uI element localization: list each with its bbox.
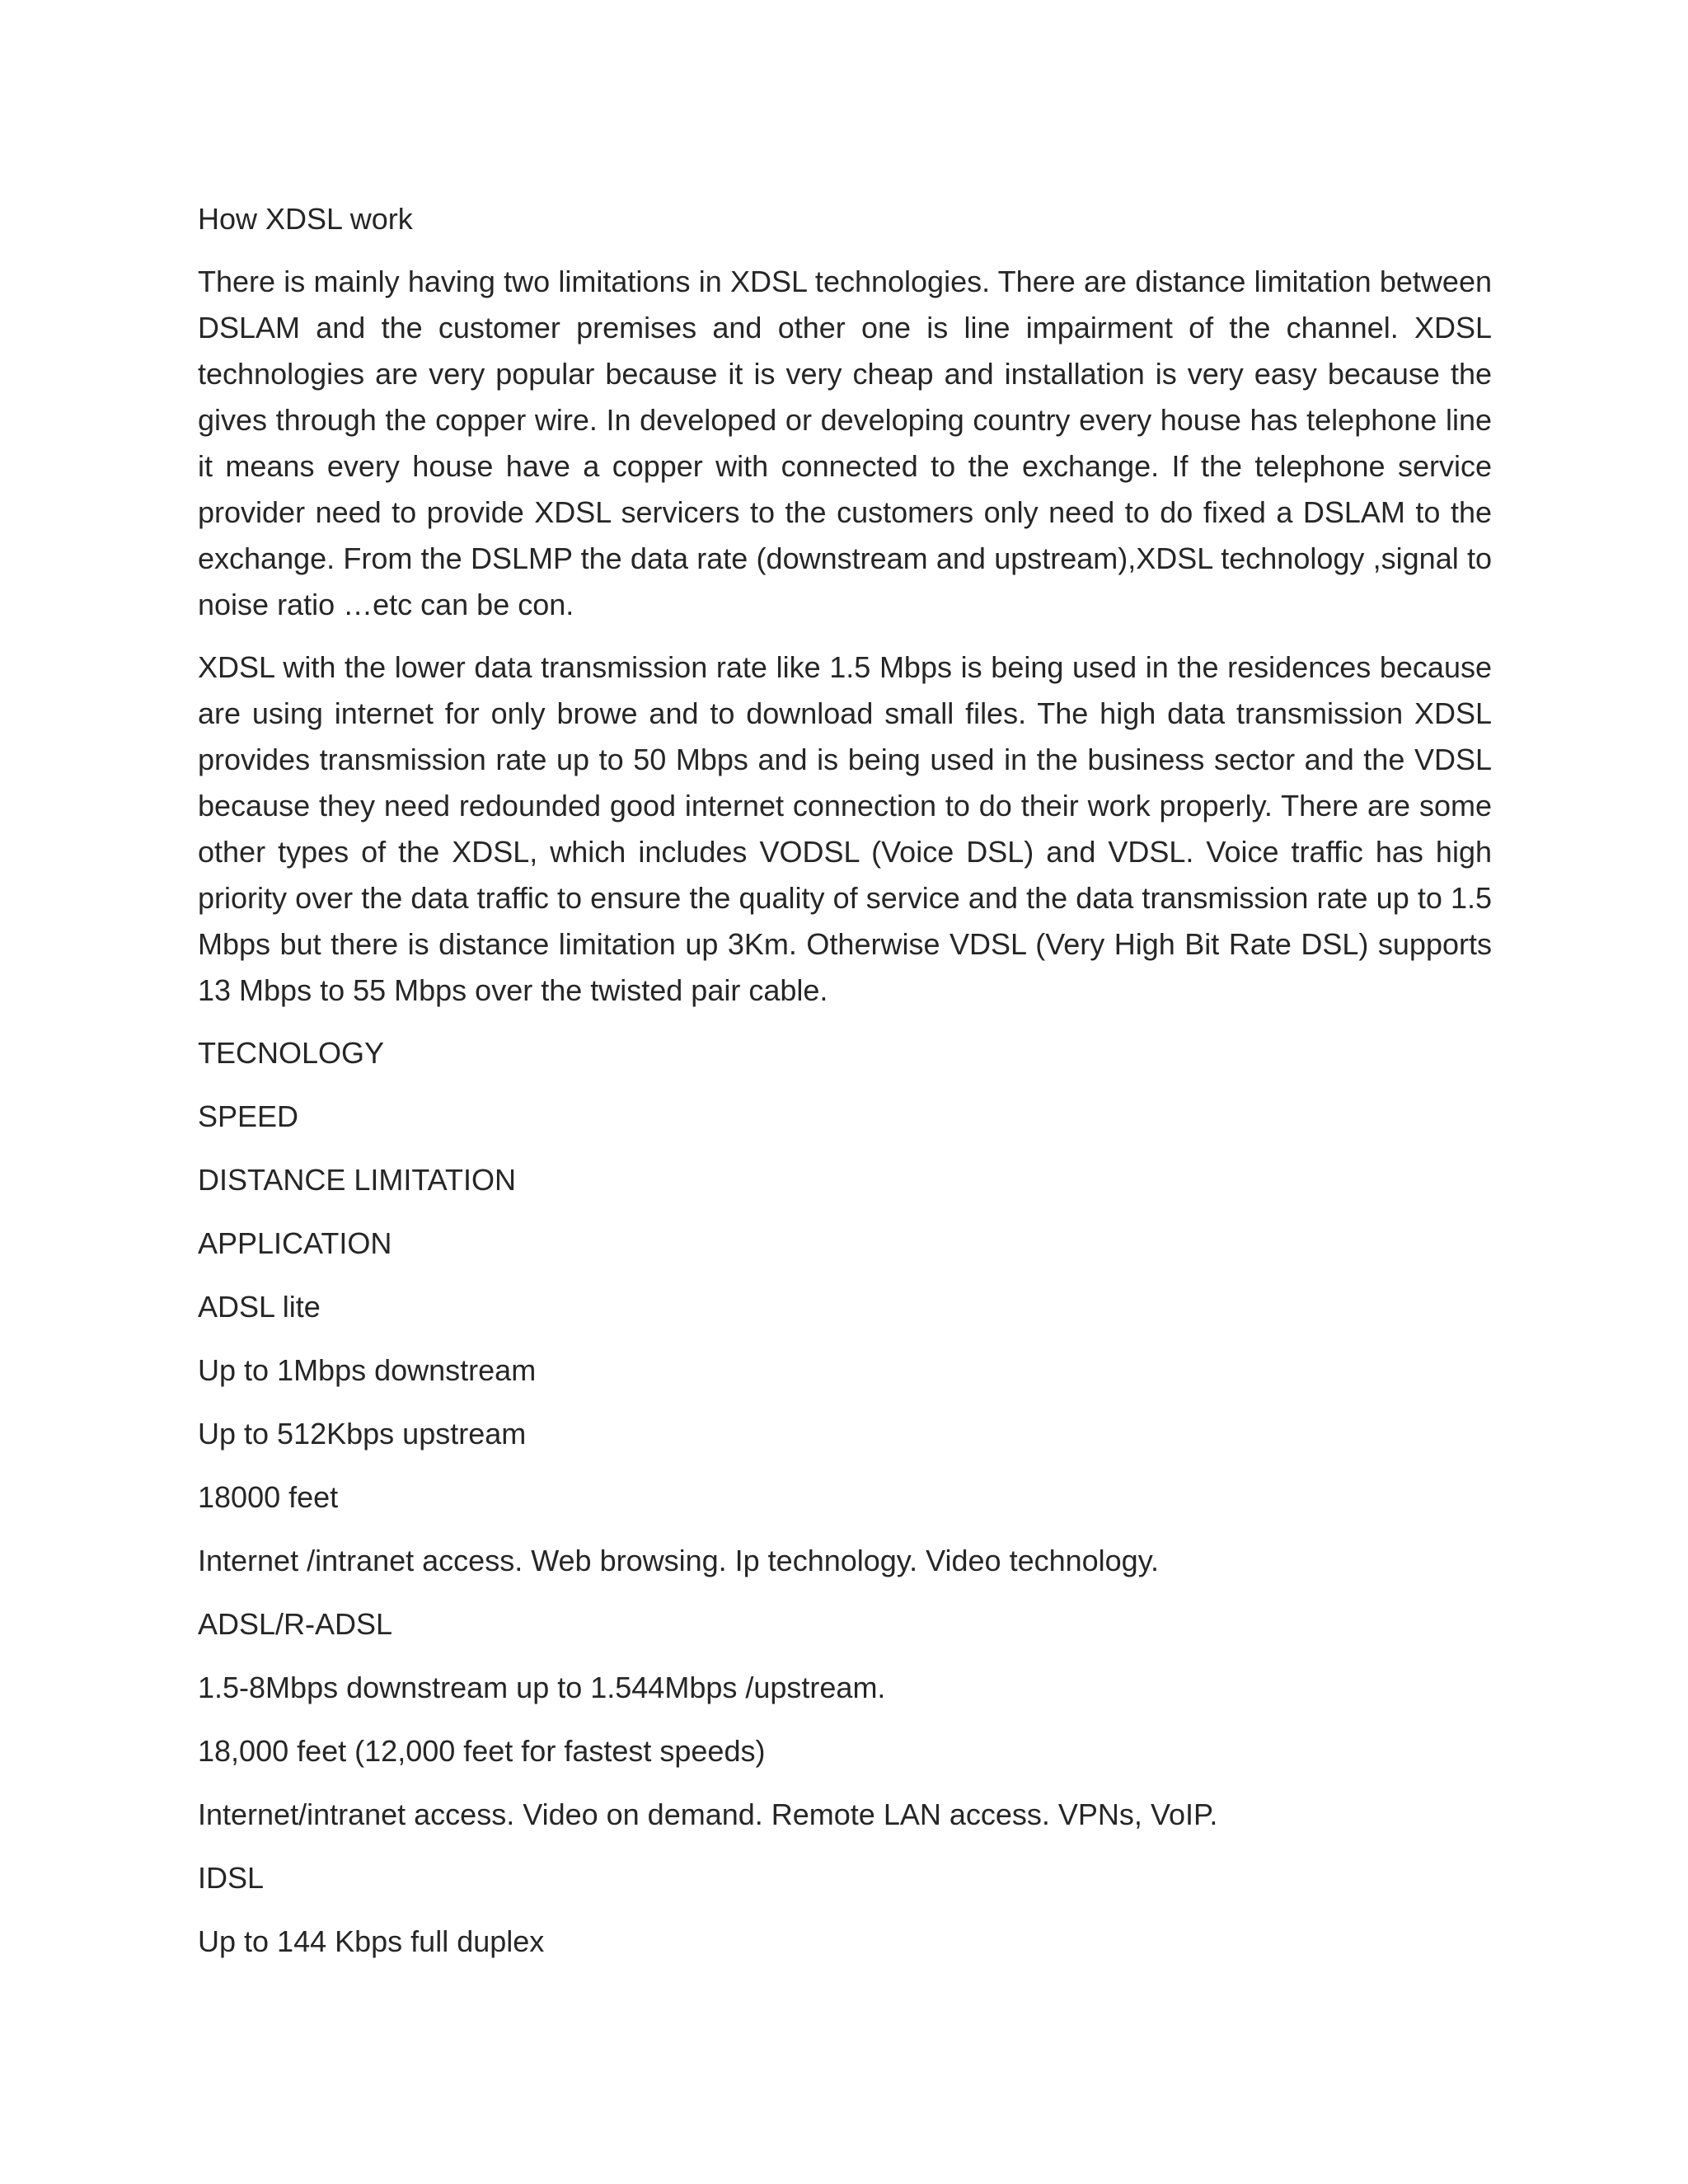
table-line: Internet /intranet access. Web browsing. Ip technology. Video technology. xyxy=(198,1544,1160,1577)
table-line: DISTANCE LIMITATION xyxy=(198,1163,517,1197)
table-line: 1.5-8Mbps downstream up to 1.544Mbps /upstream. xyxy=(198,1671,886,1704)
table-line: Up to 1Mbps downstream xyxy=(198,1353,537,1387)
table-line: Up to 144 Kbps full duplex xyxy=(198,1924,545,1958)
document-page xyxy=(198,196,1492,1982)
table-line: Up to 512Kbps upstream xyxy=(198,1417,527,1451)
table-line: IDSL xyxy=(198,1861,265,1895)
paragraph-limitations: There is mainly having two limitations in XDSL technologies. There are distance limitation between DSLAM and the customer premises and other one is line impairment of the channel. XDSL technologies are very popular because it is very cheap and installation is very easy because the gives through the copper wire. In developed or developing country every house has telephone line it means every house have a copper with connected to the exchange. If the telephone service provider need to provide XDSL servicers to the customers only need to do fixed a DSLAM to the exchange. From the DSLMP the data rate (downstream and upstream),XDSL technology ,signal to noise ratio …etc can be con. xyxy=(198,265,1492,621)
table-line: ADSL lite xyxy=(198,1290,321,1324)
table-line: Internet/intranet access. Video on demand. Remote LAN access. VPNs, VoIP. xyxy=(198,1797,1218,1831)
table-line: ADSL/R-ADSL xyxy=(198,1607,393,1641)
table-line: 18,000 feet (12,000 feet for fastest speeds) xyxy=(198,1734,766,1768)
paragraph-data-rates: XDSL with the lower data transmission rate like 1.5 Mbps is being used in the residences because are using internet for only browe and to download small files. The high data transmission XDSL provides transmission rate up to 50 Mbps and is being used in the business sector and the VDSL because they need redounded good internet connection to do their work properly. There are some other types of the XDSL, which includes VODSL (Voice DSL) and VDSL. Voice traffic has high priority over the data traffic to ensure the quality of service and the data transmission rate up to 1.5 Mbps but there is distance limitation up 3Km. Otherwise VDSL (Very High Bit Rate DSL) supports 13 Mbps to 55 Mbps over the twisted pair cable. xyxy=(198,650,1492,1007)
technology-table-lines xyxy=(198,1030,1492,1965)
document-title: How XDSL work xyxy=(198,202,413,236)
table-line: APPLICATION xyxy=(198,1226,392,1260)
table-line: SPEED xyxy=(198,1099,299,1133)
table-line: 18000 feet xyxy=(198,1480,339,1514)
table-line: TECNOLOGY xyxy=(198,1036,385,1070)
